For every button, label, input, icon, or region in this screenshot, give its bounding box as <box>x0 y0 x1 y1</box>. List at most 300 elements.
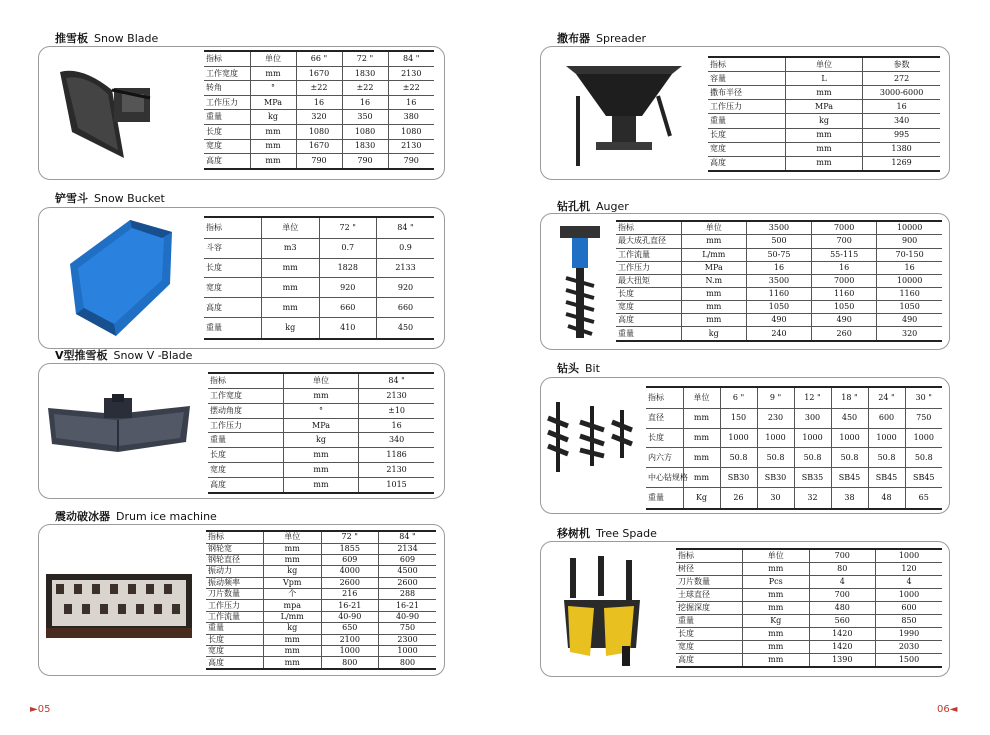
table-cell: 650 <box>321 623 379 634</box>
table-cell: 410 <box>319 318 377 339</box>
table-cell: ±22 <box>342 81 388 96</box>
table-cell: SB35 <box>794 468 831 488</box>
table-cell: 490 <box>877 314 942 327</box>
row-label-cell: 宽度 <box>708 142 785 156</box>
table-cell: 1050 <box>746 301 811 314</box>
table-row <box>676 627 942 640</box>
row-label-cell: 摆动角度 <box>208 403 283 418</box>
row-label-cell: 中心钻规格 <box>646 468 683 488</box>
table-row <box>204 318 434 339</box>
table-cell: mm <box>681 314 746 327</box>
table-cell: mm <box>785 128 862 142</box>
table-cell: 单位 <box>283 373 358 389</box>
table-header-row <box>204 51 434 66</box>
table-row <box>646 488 942 509</box>
row-label-cell: 高度 <box>208 477 283 493</box>
table-cell: 790 <box>342 154 388 169</box>
table-cell: 单位 <box>264 531 322 543</box>
table-row <box>646 448 942 468</box>
table-cell: 单位 <box>250 51 296 66</box>
table-row <box>676 640 942 653</box>
row-label-cell: 指标 <box>646 387 683 408</box>
table-cell: 750 <box>379 623 437 634</box>
table-cell: mm <box>250 139 296 154</box>
table-cell: 750 <box>905 408 942 428</box>
row-label-cell: 钢轮直径 <box>206 554 264 565</box>
table-cell: 16 <box>746 261 811 274</box>
table-row <box>208 477 434 493</box>
table-cell: 790 <box>388 154 434 169</box>
table-cell: Kg <box>683 488 720 509</box>
table-cell: 288 <box>379 589 437 600</box>
row-label-cell: 宽度 <box>206 646 264 657</box>
table-row <box>616 301 942 314</box>
table-cell: 500 <box>746 235 811 248</box>
table-cell: 1186 <box>359 448 434 463</box>
table-row <box>208 403 434 418</box>
table-cell: 609 <box>379 554 437 565</box>
snow-blade-image <box>52 62 162 170</box>
row-label-cell: 最大成孔直径 <box>616 235 681 248</box>
row-label-cell: 重量 <box>616 327 681 341</box>
table-cell: MPa <box>681 261 746 274</box>
table-row <box>646 468 942 488</box>
table-cell: 0.7 <box>319 238 377 258</box>
table-cell: 1420 <box>809 640 876 653</box>
bit-image <box>546 398 638 476</box>
table-cell: 1830 <box>342 139 388 154</box>
title-snow-bucket: 铲雪斗 Snow Bucket <box>55 192 165 205</box>
table-cell: mm <box>250 66 296 81</box>
table-cell: ° <box>250 81 296 96</box>
table-cell: 16 <box>296 95 342 110</box>
table-cell: mm <box>250 125 296 140</box>
row-label-cell: 工作压力 <box>206 600 264 611</box>
table-cell: mm <box>683 408 720 428</box>
table-cell: 单位 <box>262 217 320 238</box>
table-cell: 1160 <box>877 288 942 301</box>
table-cell: 50-75 <box>746 248 811 261</box>
table-cell: mm <box>262 278 320 298</box>
table-cell: 3000-6000 <box>863 86 940 100</box>
table-cell: 6 " <box>720 387 757 408</box>
page-number-left: ►05 <box>30 704 51 715</box>
table-cell: 30 " <box>905 387 942 408</box>
row-label-cell: 振动频率 <box>206 577 264 588</box>
table-cell: mm <box>283 389 358 404</box>
table-row <box>204 278 434 298</box>
table-cell: 350 <box>342 110 388 125</box>
table-cell: 700 <box>812 235 877 248</box>
tree-spade-image <box>560 556 644 670</box>
title-drum-ice-machine: 震动破冰器 Drum ice machine <box>55 510 217 523</box>
table-cell: 1000 <box>868 428 905 448</box>
row-label-cell: 长度 <box>204 258 262 278</box>
row-label-cell: 长度 <box>206 634 264 645</box>
table-cell: 50.8 <box>831 448 868 468</box>
row-label-cell: 工作压力 <box>708 100 785 114</box>
table-cell: 1390 <box>809 653 876 667</box>
table-cell: 24 " <box>868 387 905 408</box>
row-label-cell: 刀片数量 <box>676 576 743 589</box>
table-cell: 240 <box>746 327 811 341</box>
table-cell: 4 <box>876 576 943 589</box>
table-cell: mm <box>681 235 746 248</box>
table-cell: 1420 <box>809 627 876 640</box>
table-row <box>708 128 940 142</box>
table-cell: mm <box>681 288 746 301</box>
table-cell: mm <box>743 601 810 614</box>
table-cell: ±22 <box>296 81 342 96</box>
table-row <box>206 554 436 565</box>
table-cell: 30 <box>757 488 794 509</box>
table-cell: mm <box>785 142 862 156</box>
table-row <box>646 428 942 448</box>
row-label-cell: 长度 <box>616 288 681 301</box>
table-cell: 3500 <box>746 221 811 235</box>
table-cell: 16 <box>812 261 877 274</box>
table-cell: ±10 <box>359 403 434 418</box>
title-spreader: 撒布器 Spreader <box>557 32 647 45</box>
row-label-cell: 指标 <box>204 217 262 238</box>
table-cell: 216 <box>321 589 379 600</box>
auger-image <box>552 222 612 346</box>
row-label-cell: 撒布半径 <box>708 86 785 100</box>
table-row <box>206 543 436 554</box>
table-cell: 490 <box>812 314 877 327</box>
table-row <box>708 100 940 114</box>
table-cell: 16 <box>863 100 940 114</box>
row-label-cell: 重量 <box>206 623 264 634</box>
table-cell: 26 <box>720 488 757 509</box>
table-row <box>206 577 436 588</box>
row-label-cell: 宽度 <box>208 463 283 478</box>
table-row <box>616 261 942 274</box>
table-cell: 1990 <box>876 627 943 640</box>
row-label-cell: 斗容 <box>204 238 262 258</box>
table-row <box>204 125 434 140</box>
table-cell: 1670 <box>296 139 342 154</box>
table-cell: m3 <box>262 238 320 258</box>
table-cell: 84 " <box>379 531 437 543</box>
table-row <box>616 274 942 287</box>
table-cell: 2030 <box>876 640 943 653</box>
row-label-cell: 指标 <box>616 221 681 235</box>
table-row <box>676 576 942 589</box>
table-row <box>616 288 942 301</box>
table-cell: 7000 <box>812 274 877 287</box>
table-row <box>676 589 942 602</box>
row-label-cell: 工作压力 <box>616 261 681 274</box>
table-cell: 1000 <box>905 428 942 448</box>
table-cell: 4500 <box>379 566 437 577</box>
table-cell: 1000 <box>720 428 757 448</box>
table-cell: SB45 <box>905 468 942 488</box>
table-cell: SB30 <box>757 468 794 488</box>
table-cell: 16-21 <box>321 600 379 611</box>
table-row <box>208 418 434 433</box>
table-cell: 84 " <box>388 51 434 66</box>
row-label-cell: 容量 <box>708 72 785 86</box>
table-row <box>206 657 436 669</box>
row-label-cell: 重量 <box>204 110 250 125</box>
row-label-cell: 最大扭矩 <box>616 274 681 287</box>
table-header-row <box>676 549 942 563</box>
row-label-cell: 长度 <box>676 627 743 640</box>
spec-table-drum-ice-machine <box>206 530 436 670</box>
table-cell: 单位 <box>681 221 746 235</box>
table-cell: 600 <box>876 601 943 614</box>
table-cell: 900 <box>877 235 942 248</box>
table-cell: 700 <box>809 589 876 602</box>
table-row <box>204 66 434 81</box>
title-bit: 钻头 Bit <box>557 362 600 375</box>
table-cell: 1160 <box>746 288 811 301</box>
table-cell: 260 <box>812 327 877 341</box>
row-label-cell: 高度 <box>204 154 250 169</box>
table-cell: 2130 <box>388 66 434 81</box>
table-cell: 65 <box>905 488 942 509</box>
table-cell: 0.9 <box>377 238 435 258</box>
table-cell: MPa <box>250 95 296 110</box>
table-cell: mm <box>743 589 810 602</box>
table-row <box>616 235 942 248</box>
table-cell: 40-90 <box>379 611 437 622</box>
table-cell: 300 <box>794 408 831 428</box>
row-label-cell: 长度 <box>708 128 785 142</box>
table-row <box>204 110 434 125</box>
table-cell: SB45 <box>831 468 868 488</box>
table-cell: 50.8 <box>794 448 831 468</box>
table-cell: 1855 <box>321 543 379 554</box>
table-cell: 1080 <box>342 125 388 140</box>
table-cell: 120 <box>876 563 943 576</box>
table-row <box>204 238 434 258</box>
row-label-cell: 长度 <box>208 448 283 463</box>
table-cell: 18 " <box>831 387 868 408</box>
table-cell: mm <box>683 468 720 488</box>
table-cell: 800 <box>379 657 437 669</box>
table-cell: mm <box>264 657 322 669</box>
table-cell: mm <box>683 448 720 468</box>
spec-table-spreader <box>708 56 940 172</box>
table-cell: mpa <box>264 600 322 611</box>
row-label-cell: 指标 <box>206 531 264 543</box>
row-label-cell: 钢轮宽 <box>206 543 264 554</box>
title-snow-v-blade: V型推雪板 Snow V -Blade <box>55 349 193 362</box>
table-row <box>616 327 942 341</box>
table-cell: MPa <box>283 418 358 433</box>
title-tree-spade: 移树机 Tree Spade <box>557 527 657 540</box>
row-label-cell: 树径 <box>676 563 743 576</box>
table-cell: 40-90 <box>321 611 379 622</box>
title-snow-blade: 推雪板 Snow Blade <box>55 32 159 45</box>
table-row <box>206 611 436 622</box>
row-label-cell: 工作宽度 <box>204 66 250 81</box>
table-cell: 380 <box>388 110 434 125</box>
table-cell: 84 " <box>377 217 435 238</box>
row-label-cell: 振动力 <box>206 566 264 577</box>
table-cell: kg <box>785 114 862 128</box>
table-row <box>708 142 940 156</box>
snow-bucket-image <box>60 214 180 340</box>
table-cell: 48 <box>868 488 905 509</box>
table-row <box>646 408 942 428</box>
row-label-cell: 转角 <box>204 81 250 96</box>
table-row <box>676 614 942 627</box>
table-cell: 2133 <box>377 258 435 278</box>
table-cell: 50.8 <box>905 448 942 468</box>
table-cell: 单位 <box>743 549 810 563</box>
table-row <box>208 389 434 404</box>
table-row <box>208 448 434 463</box>
table-cell: Pcs <box>743 576 810 589</box>
table-cell: kg <box>264 623 322 634</box>
table-cell: 1000 <box>757 428 794 448</box>
table-header-row <box>646 387 942 408</box>
table-row <box>708 114 940 128</box>
table-cell: 参数 <box>863 57 940 72</box>
table-row <box>676 601 942 614</box>
row-label-cell: 高度 <box>708 156 785 171</box>
row-label-cell: 内六方 <box>646 448 683 468</box>
table-cell: 272 <box>863 72 940 86</box>
table-cell: 1000 <box>379 646 437 657</box>
table-row <box>676 563 942 576</box>
table-cell: 1050 <box>877 301 942 314</box>
table-row <box>708 72 940 86</box>
table-cell: 340 <box>359 433 434 448</box>
table-cell: mm <box>264 543 322 554</box>
table-cell: 1160 <box>812 288 877 301</box>
table-cell: 1269 <box>863 156 940 171</box>
table-row <box>708 156 940 171</box>
table-cell: 700 <box>809 549 876 563</box>
table-header-row <box>616 221 942 235</box>
table-cell: 单位 <box>785 57 862 72</box>
table-cell: 1670 <box>296 66 342 81</box>
page-number-right: 06◄ <box>937 704 958 715</box>
row-label-cell: 长度 <box>646 428 683 448</box>
row-label-cell: 宽度 <box>676 640 743 653</box>
table-cell: 50.8 <box>720 448 757 468</box>
table-cell: 790 <box>296 154 342 169</box>
table-header-row <box>208 373 434 389</box>
table-cell: 2130 <box>388 139 434 154</box>
table-cell: 10000 <box>877 274 942 287</box>
row-label-cell: 土球直径 <box>676 589 743 602</box>
table-cell: 2130 <box>359 463 434 478</box>
table-cell: mm <box>283 477 358 493</box>
table-cell: 72 " <box>321 531 379 543</box>
spec-table-snow-bucket <box>204 216 434 340</box>
table-cell: 450 <box>377 318 435 339</box>
table-cell: 450 <box>831 408 868 428</box>
row-label-cell: 宽度 <box>204 139 250 154</box>
row-label-cell: 重量 <box>204 318 262 339</box>
table-row <box>204 81 434 96</box>
row-label-cell: 工作流量 <box>616 248 681 261</box>
row-label-cell: 长度 <box>204 125 250 140</box>
table-cell: 920 <box>377 278 435 298</box>
table-row <box>204 139 434 154</box>
table-cell: mm <box>283 463 358 478</box>
table-cell: ±22 <box>388 81 434 96</box>
row-label-cell: 高度 <box>676 653 743 667</box>
table-cell: 1000 <box>876 549 943 563</box>
table-row <box>206 600 436 611</box>
table-cell: 920 <box>319 278 377 298</box>
table-row <box>206 623 436 634</box>
table-cell: 230 <box>757 408 794 428</box>
table-cell: L/mm <box>264 611 322 622</box>
table-cell: 2130 <box>359 389 434 404</box>
row-label-cell: 工作流量 <box>206 611 264 622</box>
table-row <box>208 463 434 478</box>
table-cell: 320 <box>296 110 342 125</box>
table-cell: 72 " <box>342 51 388 66</box>
table-cell: 16 <box>877 261 942 274</box>
table-cell: 1000 <box>876 589 943 602</box>
table-cell: 850 <box>876 614 943 627</box>
row-label-cell: 工作宽度 <box>208 389 283 404</box>
table-row <box>206 634 436 645</box>
table-cell: 38 <box>831 488 868 509</box>
table-row <box>708 86 940 100</box>
spec-table-tree-spade <box>676 548 942 668</box>
table-cell: kg <box>283 433 358 448</box>
table-cell: mm <box>743 640 810 653</box>
table-cell: mm <box>785 156 862 171</box>
table-cell: mm <box>262 258 320 278</box>
v-blade-image <box>46 394 192 460</box>
table-cell: 1828 <box>319 258 377 278</box>
row-label-cell: 刀片数量 <box>206 589 264 600</box>
table-row <box>616 248 942 261</box>
table-cell: 1050 <box>812 301 877 314</box>
table-cell: 9 " <box>757 387 794 408</box>
table-cell: mm <box>283 448 358 463</box>
table-row <box>204 258 434 278</box>
table-cell: 2100 <box>321 634 379 645</box>
table-cell: 66 " <box>296 51 342 66</box>
title-auger: 钻孔机 Auger <box>557 200 629 213</box>
table-row <box>204 298 434 318</box>
table-cell: 1000 <box>794 428 831 448</box>
table-cell: 2134 <box>379 543 437 554</box>
table-cell: mm <box>262 298 320 318</box>
row-label-cell: 重量 <box>646 488 683 509</box>
table-cell: mm <box>743 653 810 667</box>
table-cell: mm <box>264 554 322 565</box>
table-cell: MPa <box>785 100 862 114</box>
table-cell: 16 <box>388 95 434 110</box>
table-cell: kg <box>264 566 322 577</box>
row-label-cell: 直径 <box>646 408 683 428</box>
row-label-cell: 挖掘深度 <box>676 601 743 614</box>
table-header-row <box>204 217 434 238</box>
table-cell: mm <box>785 86 862 100</box>
drum-ice-machine-image <box>44 560 194 642</box>
table-cell: 1000 <box>831 428 868 448</box>
spec-table-snow-v-blade <box>208 372 434 494</box>
table-cell: mm <box>743 563 810 576</box>
table-row <box>206 646 436 657</box>
row-label-cell: 工作压力 <box>208 418 283 433</box>
table-cell: L <box>785 72 862 86</box>
table-cell: mm <box>264 646 322 657</box>
table-cell: 55-115 <box>812 248 877 261</box>
